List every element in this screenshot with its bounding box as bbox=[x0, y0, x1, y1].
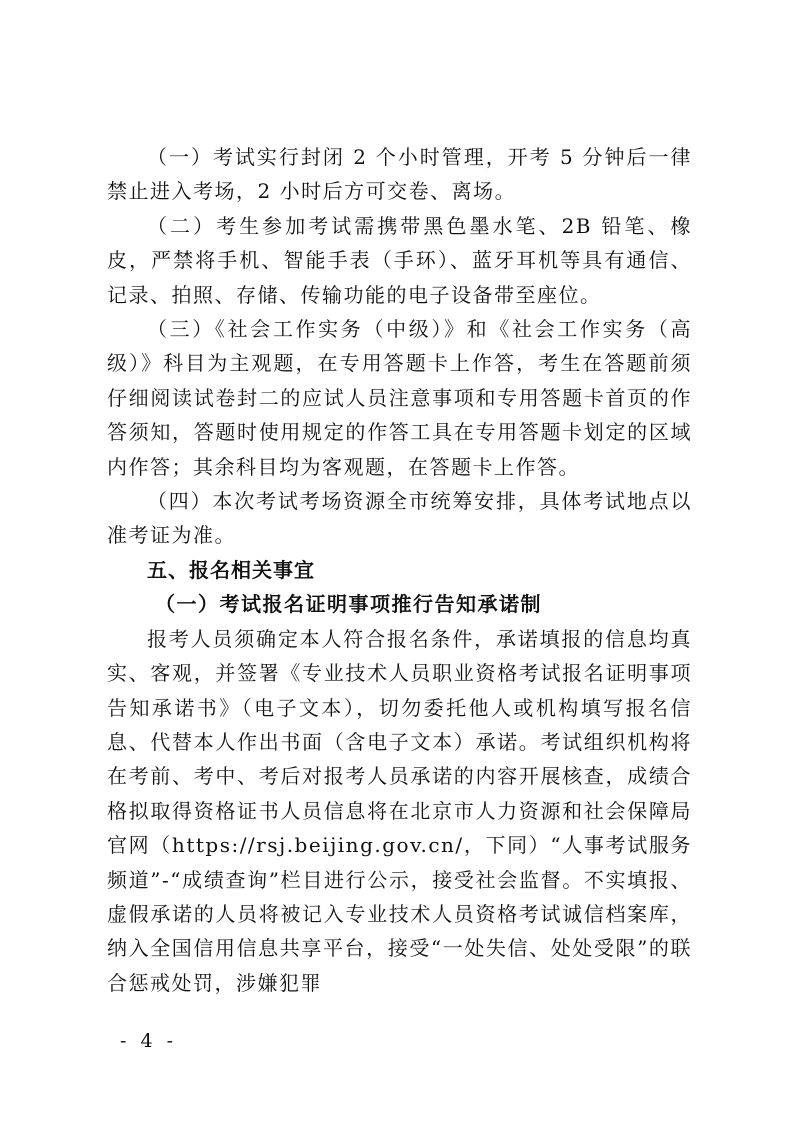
exam-rule-4: （四）本次考试考场资源全市统筹安排，具体考试地点以准考证为准。 bbox=[107, 489, 692, 548]
exam-rule-3: （三）《社会工作实务（中级）》和《社会工作实务（高级）》科目为主观题，在专用答题卡上作答，考生在答题前须仔细阅读试卷封二的应试人员注意事项和专用答题卡首页的作答须知，答题时使用规定的作答工具在专用答题卡划定的区域内作答；其余科目均为客观题，在答题卡上作答。 bbox=[107, 317, 692, 479]
exam-rule-2: （二）考生参加考试需携带黑色墨水笔、2B 铅笔、橡皮，严禁将手机、智能手表（手环）、蓝牙耳机等具有通信、记录、拍照、存储、传输功能的电子设备带至座位。 bbox=[107, 213, 692, 307]
section-heading-registration: 五、报名相关事宜 bbox=[147, 557, 315, 582]
subheading-commitment-system: （一）考试报名证明事项推行告知承诺制 bbox=[155, 592, 542, 617]
commitment-paragraph: 报考人员须确定本人符合报名条件，承诺填报的信息均真实、客观，并签署《专业技术人员职业资格考试报名证明事项告知承诺书》（电子文本），切勿委托他人或机构填写报名信息、代替本人作出书面（含电子文本）承诺。考试组织机构将在考前、考中、考后对报考人员承诺的内容开展核查，成绩合格拟取得资格证书人员信息将在北京市人力资源和社会保障局官网（https://rsj.beijing.gov.cn/，下同）“人事考试服务频道”-“成绩查询”栏目进行公示，接受社会监督。不实填报、虚假承诺的人员将被记入专业技术人员资格考试诚信档案库，纳入全国信用信息共享平台，接受“一处失信、处处受限”的联合惩戒处罚，涉嫌犯罪 bbox=[107, 626, 692, 995]
exam-rule-1: （一）考试实行封闭 2 个小时管理，开考 5 分钟后一律禁止进入考场，2 小时后方可交卷、离场。 bbox=[107, 145, 692, 204]
page-number: - 4 - bbox=[120, 1030, 178, 1052]
document-body bbox=[107, 140, 692, 1000]
